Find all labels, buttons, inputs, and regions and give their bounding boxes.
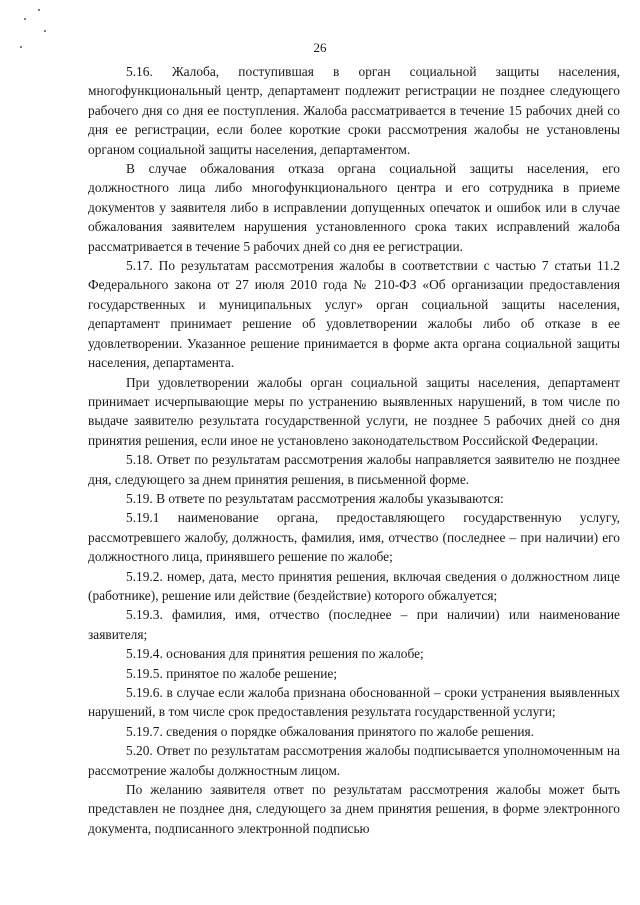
paragraph-5-19-1: 5.19.1 наименование органа, предоставляющего государственную услугу, рассмотревшего жалобу, должность, фамилия, имя, отчество (последнее – при наличии) его должностного лица, принявшего решение по жалобе;: [88, 510, 620, 565]
paragraph-5-18: 5.18. Ответ по результатам рассмотрения жалобы направляется заявителю не позднее дня, следующего за днем принятия решения, в письменной форме.: [88, 452, 620, 487]
paragraph-5-19: 5.19. В ответе по результатам рассмотрения жалобы указываются:: [126, 490, 504, 506]
paragraph-5-19-2: 5.19.2. номер, дата, место принятия решения, включая сведения о должностном лице (работнике), решение или действие (бездействие) которого обжалуется;: [88, 568, 620, 603]
paragraph-5-19-7: 5.19.7. сведения о порядке обжалования принятого по жалобе решения.: [126, 723, 535, 739]
document-body: [88, 62, 620, 838]
paragraph-5-20: 5.20. Ответ по результатам рассмотрения жалобы подписывается уполномоченным на рассмотрение жалобы должностным лицом.: [88, 743, 620, 778]
paragraph-5-17-satisfaction: При удовлетворении жалобы орган социальной защиты населения, департамент принимает исчерпывающие меры по устранению выявленных нарушений, в том числе по выдаче заявителю результата государственной услуги, не позднее 5 рабочих дней со дня принятия решения, если иное не установлено законодательством Российской Федерации.: [88, 374, 620, 448]
scan-speck: [38, 9, 40, 11]
paragraph-5-16-appeal: В случае обжалования отказа органа социальной защиты населения, его должностного лица либо многофункционального центра и его сотрудника в приеме документов у заявителя либо в исправлении допущенных опечаток и ошибок или в случае обжалования заявителем нарушения установленного срока таких исправлений жалоба рассматривается в течение 5 рабочих дней со дня ее регистрации.: [88, 161, 620, 254]
scan-speck: [24, 18, 26, 20]
paragraph-5-19-3: 5.19.3. фамилия, имя, отчество (последнее – при наличии) или наименование заявителя;: [88, 607, 620, 642]
paragraph-5-19-6: 5.19.6. в случае если жалоба признана обоснованной – сроки устранения выявленных нарушений, в том числе срок предоставления результата государственной услуги;: [88, 685, 620, 720]
paragraph-5-17: 5.17. По результатам рассмотрения жалобы в соответствии с частью 7 статьи 11.2 Федерального закона от 27 июля 2010 года № 210-ФЗ «Об организации предоставления государственных и муниципальных услуг» орган социальной защиты населения, департамент принимает решение об удовлетворении жалобы либо об отказе в ее удовлетворении. Указанное решение принимается в форме акта органа социальной защиты населения, департамента.: [88, 258, 620, 371]
paragraph-5-16: 5.16. Жалоба, поступившая в орган социальной защиты населения, многофункциональный центр, департамент подлежит регистрации не позднее следующего рабочего дня со дня ее поступления. Жалоба рассматривается в течение 15 рабочих дней со дня ее регистрации, если более короткие сроки рассмотрения жалобы не установлены органом социальной защиты населения, департаментом.: [88, 64, 620, 157]
paragraph-5-20-electronic: По желанию заявителя ответ по результатам рассмотрения жалобы может быть представлен не позднее дня, следующего за днем принятия решения, в форме электронного документа, подписанного электронной подписью: [88, 782, 620, 836]
scan-speck: [44, 30, 46, 32]
paragraph-5-19-4: 5.19.4. основания для принятия решения по жалобе;: [126, 646, 424, 662]
paragraph-5-19-5: 5.19.5. принятое по жалобе решение;: [126, 665, 338, 681]
page-number: 26: [313, 40, 327, 55]
